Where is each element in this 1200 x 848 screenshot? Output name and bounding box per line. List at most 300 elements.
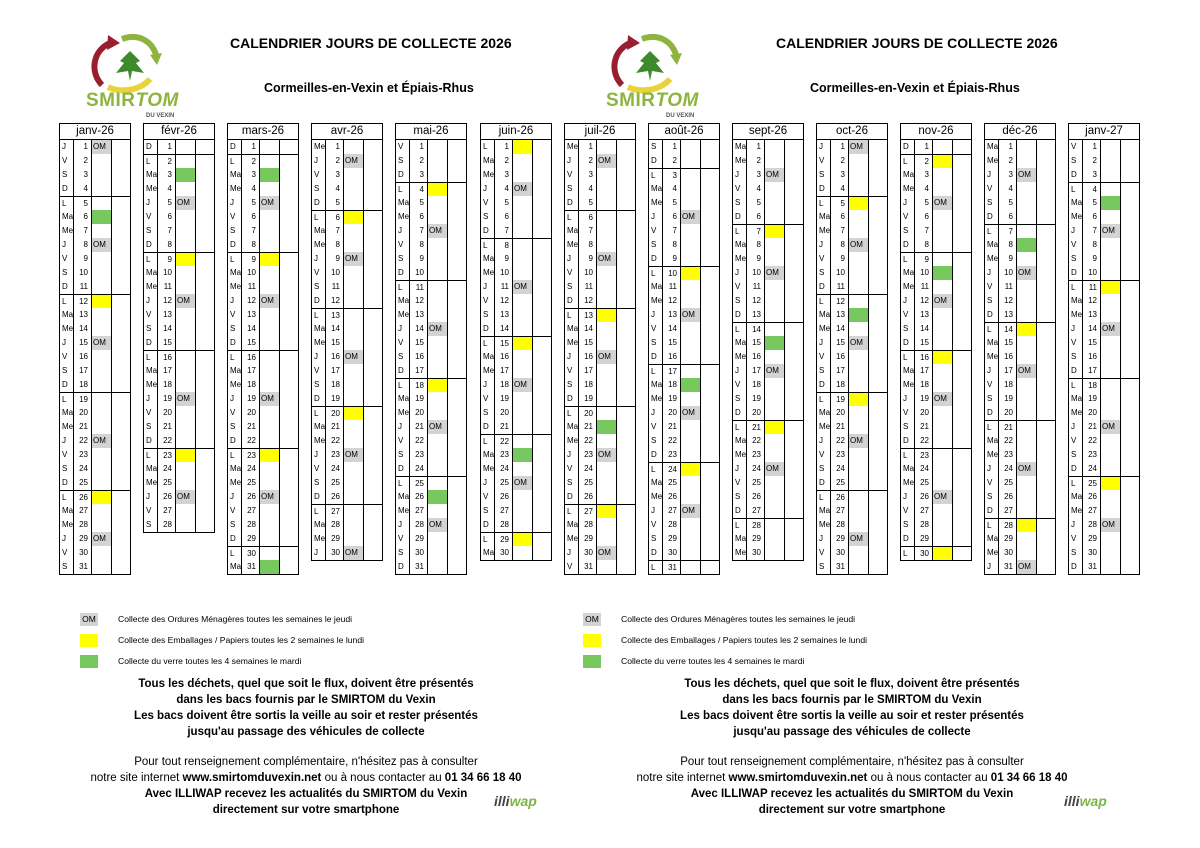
page-title: CALENDRIER JOURS DE COLLECTE 2026 bbox=[776, 35, 1058, 51]
day-number: 7 bbox=[74, 224, 92, 238]
collection-cell bbox=[933, 336, 953, 350]
collection-cell: OM bbox=[933, 294, 953, 308]
day-row bbox=[312, 490, 382, 504]
weekday-label: J bbox=[396, 322, 410, 336]
collection-cell bbox=[597, 168, 617, 182]
weekday-label: Ma bbox=[565, 322, 579, 336]
day-number: 1 bbox=[999, 140, 1017, 154]
day-number: 7 bbox=[831, 224, 849, 238]
collection-cell bbox=[260, 238, 280, 252]
weekday-label: Ma bbox=[481, 350, 495, 364]
day-number: 13 bbox=[915, 308, 933, 322]
collection-cell bbox=[428, 546, 448, 560]
day-number: 12 bbox=[999, 294, 1017, 308]
weekday-label: L bbox=[312, 308, 326, 322]
day-row bbox=[901, 294, 971, 308]
collection-cell bbox=[597, 196, 617, 210]
collection-cell bbox=[428, 434, 448, 448]
day-row bbox=[1069, 266, 1139, 280]
weekday-label: Ma bbox=[312, 518, 326, 532]
day-number: 9 bbox=[579, 252, 597, 266]
collection-cell bbox=[428, 252, 448, 266]
collection-cell: OM bbox=[1017, 266, 1037, 280]
weekday-label: Ma bbox=[144, 168, 158, 182]
weekday-label: Ma bbox=[228, 168, 242, 182]
day-number: 30 bbox=[495, 546, 513, 560]
collection-cell bbox=[513, 140, 533, 154]
collection-cell bbox=[1017, 210, 1037, 224]
weekday-label: Ma bbox=[481, 252, 495, 266]
day-number: 16 bbox=[326, 350, 344, 364]
day-row bbox=[228, 182, 298, 196]
collection-cell bbox=[260, 406, 280, 420]
collection-cell bbox=[765, 280, 785, 294]
weekday-label: V bbox=[901, 504, 915, 518]
weekday-label: Ma bbox=[733, 336, 747, 350]
day-row bbox=[901, 322, 971, 336]
collection-cell: OM bbox=[681, 406, 701, 420]
day-number: 15 bbox=[74, 336, 92, 350]
day-row bbox=[60, 266, 130, 280]
collection-cell: OM bbox=[176, 196, 196, 210]
weekday-label: Ma bbox=[649, 182, 663, 196]
day-row bbox=[60, 168, 130, 182]
collection-cell bbox=[344, 462, 364, 476]
day-row bbox=[733, 252, 803, 266]
day-number: 22 bbox=[495, 434, 513, 448]
weekday-label: J bbox=[396, 420, 410, 434]
collection-cell bbox=[513, 406, 533, 420]
weekday-label: S bbox=[901, 322, 915, 336]
collection-cell bbox=[765, 378, 785, 392]
day-row bbox=[1069, 392, 1139, 406]
day-row bbox=[565, 448, 635, 462]
collection-cell bbox=[344, 504, 364, 518]
day-row bbox=[817, 280, 887, 294]
collection-cell: OM bbox=[1101, 518, 1121, 532]
collection-cell bbox=[260, 336, 280, 350]
weekday-label: S bbox=[817, 560, 831, 574]
month-6 bbox=[564, 123, 636, 575]
collection-cell: OM bbox=[681, 308, 701, 322]
weekday-label: Me bbox=[1069, 406, 1083, 420]
weekday-label: D bbox=[481, 322, 495, 336]
collection-cell: OM bbox=[765, 168, 785, 182]
day-number: 5 bbox=[158, 196, 176, 210]
month-header: oct-26 bbox=[817, 124, 887, 140]
day-number: 2 bbox=[1083, 154, 1101, 168]
day-number: 1 bbox=[242, 140, 260, 154]
weekday-label: J bbox=[901, 294, 915, 308]
weekday-label: Ma bbox=[733, 238, 747, 252]
day-number: 25 bbox=[326, 476, 344, 490]
day-row bbox=[144, 420, 214, 434]
day-number: 23 bbox=[242, 448, 260, 462]
day-row bbox=[817, 140, 887, 154]
collection-cell bbox=[849, 168, 869, 182]
weekday-label: S bbox=[312, 476, 326, 490]
weekday-label: J bbox=[565, 350, 579, 364]
collection-cell bbox=[849, 420, 869, 434]
weekday-label: Me bbox=[481, 462, 495, 476]
day-row bbox=[481, 252, 551, 266]
day-number: 23 bbox=[999, 448, 1017, 462]
day-number: 14 bbox=[831, 322, 849, 336]
collection-cell bbox=[1101, 350, 1121, 364]
weekday-label: J bbox=[228, 294, 242, 308]
day-row bbox=[481, 182, 551, 196]
collection-cell bbox=[849, 350, 869, 364]
collection-cell bbox=[597, 560, 617, 574]
day-number: 15 bbox=[495, 336, 513, 350]
day-row bbox=[144, 336, 214, 350]
day-number: 7 bbox=[410, 224, 428, 238]
day-row bbox=[901, 308, 971, 322]
day-row bbox=[985, 518, 1055, 532]
day-number: 8 bbox=[579, 238, 597, 252]
day-number: 8 bbox=[410, 238, 428, 252]
weekday-label: J bbox=[733, 462, 747, 476]
day-row bbox=[144, 196, 214, 210]
collection-cell bbox=[344, 434, 364, 448]
day-number: 18 bbox=[747, 378, 765, 392]
day-number: 22 bbox=[158, 434, 176, 448]
weekday-label: S bbox=[901, 420, 915, 434]
collection-cell: OM bbox=[597, 546, 617, 560]
weekday-label: J bbox=[817, 336, 831, 350]
day-row bbox=[312, 308, 382, 322]
day-row bbox=[228, 518, 298, 532]
day-number: 15 bbox=[410, 336, 428, 350]
collection-cell bbox=[176, 238, 196, 252]
day-row bbox=[481, 154, 551, 168]
day-number: 2 bbox=[74, 154, 92, 168]
day-number: 17 bbox=[74, 364, 92, 378]
collection-cell bbox=[92, 210, 112, 224]
weekday-label: J bbox=[481, 378, 495, 392]
day-number: 2 bbox=[663, 154, 681, 168]
weekday-label: L bbox=[144, 448, 158, 462]
weekday-label: D bbox=[481, 224, 495, 238]
day-number: 4 bbox=[663, 182, 681, 196]
day-row bbox=[481, 266, 551, 280]
weekday-label: V bbox=[481, 490, 495, 504]
day-number: 6 bbox=[326, 210, 344, 224]
collection-cell bbox=[176, 252, 196, 266]
day-row bbox=[733, 350, 803, 364]
weekday-label: V bbox=[144, 406, 158, 420]
day-number: 30 bbox=[410, 546, 428, 560]
weekday-label: S bbox=[481, 406, 495, 420]
day-number: 26 bbox=[915, 490, 933, 504]
weekday-label: V bbox=[817, 252, 831, 266]
weekday-label: J bbox=[481, 182, 495, 196]
day-number: 3 bbox=[579, 168, 597, 182]
collection-cell bbox=[1017, 476, 1037, 490]
collection-cell: OM bbox=[428, 420, 448, 434]
collection-cell bbox=[513, 546, 533, 560]
day-number: 10 bbox=[495, 266, 513, 280]
collection-cell bbox=[849, 518, 869, 532]
weekday-label: Me bbox=[481, 266, 495, 280]
weekday-label: S bbox=[312, 280, 326, 294]
day-number: 21 bbox=[1083, 420, 1101, 434]
day-number: 2 bbox=[747, 154, 765, 168]
weekday-label: S bbox=[985, 490, 999, 504]
day-row bbox=[312, 504, 382, 518]
day-number: 20 bbox=[158, 406, 176, 420]
day-row bbox=[901, 196, 971, 210]
day-number: 5 bbox=[663, 196, 681, 210]
collection-cell bbox=[92, 266, 112, 280]
day-row bbox=[817, 294, 887, 308]
day-number: 22 bbox=[831, 434, 849, 448]
collection-cell bbox=[933, 364, 953, 378]
day-number: 2 bbox=[915, 154, 933, 168]
recycling-leaf-icon bbox=[600, 33, 725, 95]
day-number: 24 bbox=[747, 462, 765, 476]
day-number: 1 bbox=[74, 140, 92, 154]
page-subtitle: Cormeilles-en-Vexin et Épiais-Rhus bbox=[810, 81, 1020, 95]
weekday-label: Ma bbox=[649, 378, 663, 392]
collection-cell bbox=[681, 378, 701, 392]
legend-swatch-green bbox=[80, 655, 98, 668]
collection-cell bbox=[849, 546, 869, 560]
day-row bbox=[144, 448, 214, 462]
collection-cell bbox=[344, 420, 364, 434]
collection-cell bbox=[681, 224, 701, 238]
weekday-label: V bbox=[396, 336, 410, 350]
collection-cell bbox=[1017, 224, 1037, 238]
day-row bbox=[649, 406, 719, 420]
day-row bbox=[901, 504, 971, 518]
collection-cell bbox=[1017, 434, 1037, 448]
day-number: 19 bbox=[326, 392, 344, 406]
weekday-label: Ma bbox=[817, 406, 831, 420]
legend-text: Collecte des Ordures Ménagères toutes les semaines le jeudi bbox=[118, 614, 353, 624]
day-number: 31 bbox=[999, 560, 1017, 574]
day-row bbox=[1069, 434, 1139, 448]
collection-cell bbox=[428, 406, 448, 420]
day-row bbox=[985, 406, 1055, 420]
day-number: 2 bbox=[579, 154, 597, 168]
month-header: mai-26 bbox=[396, 124, 466, 140]
collection-cell bbox=[597, 294, 617, 308]
day-row bbox=[312, 252, 382, 266]
day-number: 21 bbox=[495, 420, 513, 434]
weekday-label: D bbox=[817, 182, 831, 196]
weekday-label: Me bbox=[733, 350, 747, 364]
day-number: 17 bbox=[1083, 364, 1101, 378]
day-number: 24 bbox=[410, 462, 428, 476]
weekday-label: L bbox=[144, 350, 158, 364]
day-row bbox=[649, 196, 719, 210]
day-row bbox=[396, 252, 466, 266]
weekday-label: S bbox=[396, 350, 410, 364]
collection-cell bbox=[597, 392, 617, 406]
weekday-label: S bbox=[228, 420, 242, 434]
collection-cell bbox=[681, 560, 701, 574]
day-row bbox=[985, 182, 1055, 196]
collection-cell: OM bbox=[1017, 364, 1037, 378]
day-row bbox=[985, 308, 1055, 322]
day-number: 23 bbox=[410, 448, 428, 462]
collection-cell bbox=[513, 504, 533, 518]
weekday-label: S bbox=[985, 294, 999, 308]
day-row bbox=[817, 308, 887, 322]
weekday-label: V bbox=[901, 210, 915, 224]
weekday-label: Ma bbox=[985, 238, 999, 252]
day-number: 21 bbox=[579, 420, 597, 434]
collection-cell bbox=[597, 140, 617, 154]
day-number: 7 bbox=[1083, 224, 1101, 238]
weekday-label: Me bbox=[649, 196, 663, 210]
weekday-label: D bbox=[312, 490, 326, 504]
collection-cell bbox=[92, 322, 112, 336]
day-row bbox=[60, 280, 130, 294]
collection-cell: OM bbox=[681, 504, 701, 518]
weekday-label: Ma bbox=[396, 196, 410, 210]
weekday-label: D bbox=[817, 476, 831, 490]
day-row bbox=[565, 322, 635, 336]
day-row bbox=[817, 196, 887, 210]
day-number: 25 bbox=[495, 476, 513, 490]
legend-swatch-yellow bbox=[583, 634, 601, 647]
weekday-label: S bbox=[228, 518, 242, 532]
day-number: 15 bbox=[831, 336, 849, 350]
day-row bbox=[733, 182, 803, 196]
day-row bbox=[565, 182, 635, 196]
day-row bbox=[985, 154, 1055, 168]
day-number: 19 bbox=[1083, 392, 1101, 406]
day-row bbox=[396, 350, 466, 364]
weekday-label: Me bbox=[228, 476, 242, 490]
legend-text: Collecte des Ordures Ménagères toutes les semaines le jeudi bbox=[621, 614, 856, 624]
collection-cell bbox=[428, 168, 448, 182]
collection-cell bbox=[597, 490, 617, 504]
day-number: 14 bbox=[495, 322, 513, 336]
day-number: 18 bbox=[663, 378, 681, 392]
collection-cell bbox=[765, 434, 785, 448]
day-row bbox=[396, 378, 466, 392]
weekday-label: Ma bbox=[60, 210, 74, 224]
weekday-label: V bbox=[1069, 238, 1083, 252]
weekday-label: Me bbox=[60, 518, 74, 532]
day-row bbox=[481, 322, 551, 336]
day-row bbox=[60, 546, 130, 560]
day-row bbox=[60, 490, 130, 504]
day-row bbox=[733, 154, 803, 168]
collection-cell bbox=[849, 280, 869, 294]
day-row bbox=[228, 364, 298, 378]
collection-cell bbox=[1101, 378, 1121, 392]
collection-cell bbox=[765, 140, 785, 154]
collection-cell bbox=[765, 308, 785, 322]
weekday-label: D bbox=[649, 350, 663, 364]
collection-cell bbox=[428, 294, 448, 308]
day-number: 1 bbox=[915, 140, 933, 154]
day-row bbox=[649, 518, 719, 532]
day-row bbox=[60, 182, 130, 196]
day-number: 13 bbox=[410, 308, 428, 322]
collection-cell bbox=[92, 490, 112, 504]
day-row bbox=[985, 364, 1055, 378]
day-number: 6 bbox=[410, 210, 428, 224]
collection-cell bbox=[765, 532, 785, 546]
day-row bbox=[144, 392, 214, 406]
weekday-label: Me bbox=[396, 504, 410, 518]
collection-cell bbox=[849, 490, 869, 504]
weekday-label: V bbox=[144, 504, 158, 518]
weekday-label: Ma bbox=[1069, 196, 1083, 210]
day-row bbox=[817, 182, 887, 196]
day-row bbox=[733, 462, 803, 476]
collection-cell bbox=[260, 308, 280, 322]
day-number: 11 bbox=[242, 280, 260, 294]
collection-cell: OM bbox=[176, 294, 196, 308]
weekday-label: Ma bbox=[985, 336, 999, 350]
day-number: 2 bbox=[326, 154, 344, 168]
day-row bbox=[1069, 182, 1139, 196]
day-number: 30 bbox=[74, 546, 92, 560]
day-number: 20 bbox=[999, 406, 1017, 420]
weekday-label: S bbox=[312, 378, 326, 392]
day-row bbox=[144, 280, 214, 294]
collection-cell bbox=[849, 294, 869, 308]
collection-cell bbox=[1101, 490, 1121, 504]
collection-cell bbox=[92, 182, 112, 196]
day-number: 28 bbox=[74, 518, 92, 532]
weekday-label: D bbox=[733, 406, 747, 420]
weekday-label: Me bbox=[817, 518, 831, 532]
collection-cell: OM bbox=[681, 210, 701, 224]
collection-cell bbox=[765, 238, 785, 252]
collection-cell bbox=[513, 434, 533, 448]
day-row bbox=[60, 140, 130, 154]
day-number: 16 bbox=[1083, 350, 1101, 364]
website-link[interactable]: www.smirtomduvexin.net bbox=[182, 772, 322, 784]
day-number: 20 bbox=[410, 406, 428, 420]
collection-cell bbox=[765, 224, 785, 238]
day-row bbox=[985, 196, 1055, 210]
collection-cell bbox=[92, 308, 112, 322]
day-row bbox=[60, 462, 130, 476]
day-row bbox=[649, 364, 719, 378]
day-row bbox=[312, 406, 382, 420]
day-row bbox=[60, 518, 130, 532]
collection-cell bbox=[1101, 406, 1121, 420]
collection-cell bbox=[681, 154, 701, 168]
day-row bbox=[649, 210, 719, 224]
collection-cell bbox=[1017, 420, 1037, 434]
weekday-label: Me bbox=[649, 392, 663, 406]
day-row bbox=[1069, 280, 1139, 294]
website-link[interactable]: www.smirtomduvexin.net bbox=[728, 772, 868, 784]
day-number: 10 bbox=[158, 266, 176, 280]
day-row bbox=[901, 420, 971, 434]
weekday-label: J bbox=[60, 140, 74, 154]
day-number: 30 bbox=[663, 546, 681, 560]
day-row bbox=[733, 322, 803, 336]
day-row bbox=[985, 266, 1055, 280]
day-number: 27 bbox=[410, 504, 428, 518]
collection-cell bbox=[513, 518, 533, 532]
collection-cell bbox=[1017, 252, 1037, 266]
day-number: 3 bbox=[747, 168, 765, 182]
weekday-label: J bbox=[60, 238, 74, 252]
weekday-label: L bbox=[901, 546, 915, 560]
collection-cell bbox=[260, 462, 280, 476]
